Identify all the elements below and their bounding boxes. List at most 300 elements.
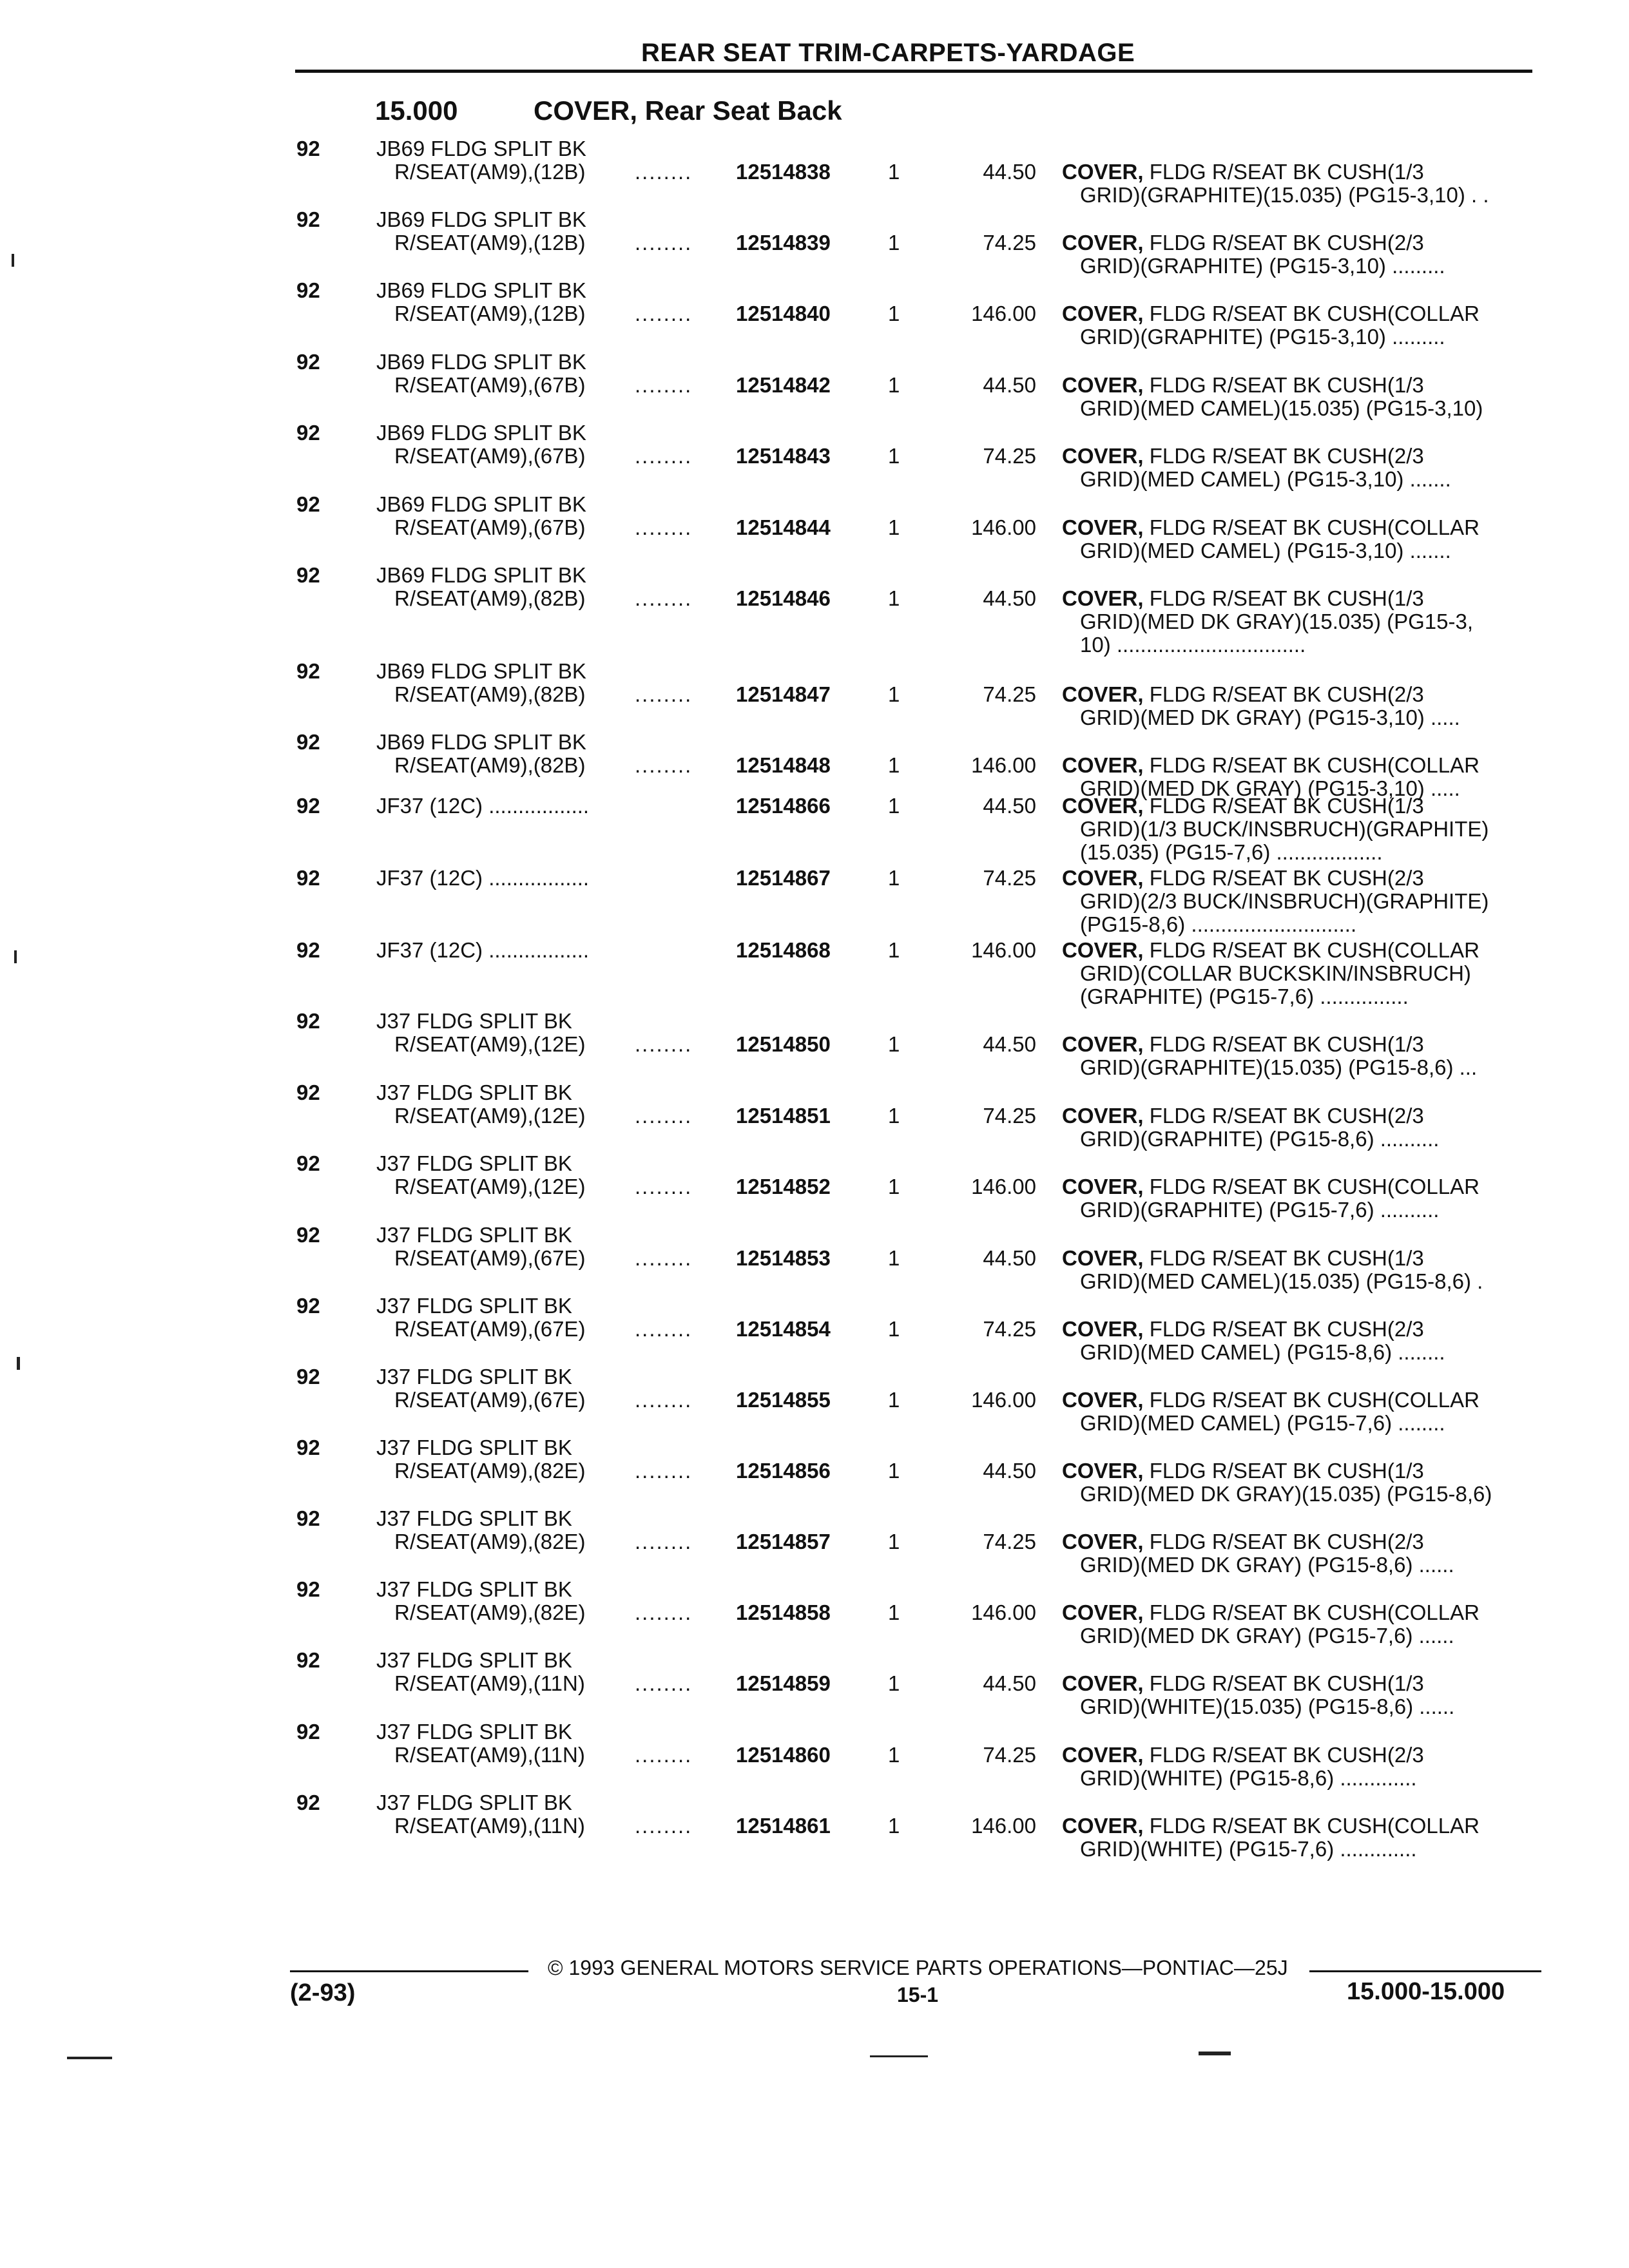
description-keyword: COVER, [1062, 586, 1144, 610]
description-keyword: COVER, [1062, 1104, 1144, 1128]
part-number: 12514866 [736, 794, 831, 818]
leader-dots: ........ [635, 1246, 693, 1270]
leader-dots: ........ [635, 302, 693, 325]
group-number: 92 [296, 866, 320, 890]
footer-section-range: 15.000-15.000 [1347, 1978, 1505, 2005]
group-number: 92 [296, 207, 320, 231]
group-number: 92 [296, 492, 320, 516]
application-line-1: J37 FLDG SPLIT BK [376, 1791, 572, 1814]
application-line-1: JF37 (12C) ................. [376, 866, 590, 890]
quantity: 1 [888, 1459, 900, 1483]
description-line-1 [1062, 1671, 1424, 1696]
part-number: 12514859 [736, 1671, 831, 1695]
group-number: 92 [296, 938, 320, 962]
header-rule [295, 70, 1532, 73]
description-keyword: COVER, [1062, 515, 1144, 539]
price: 74.25 [983, 1530, 1036, 1553]
quantity: 1 [888, 160, 900, 184]
description-line-1 [1062, 1175, 1480, 1199]
part-number: 12514854 [736, 1317, 831, 1341]
description-keyword: COVER, [1062, 1032, 1144, 1056]
application-line-2: R/SEAT(AM9),(67E) [394, 1246, 586, 1270]
description-text: FLDG R/SEAT BK CUSH(2/3 [1143, 444, 1424, 468]
leader-dots: ........ [635, 373, 693, 397]
application-line-1: JF37 (12C) ................. [376, 938, 590, 962]
description-line-1 [1062, 515, 1480, 540]
scan-mark [14, 950, 17, 963]
description-line-1 [1062, 1317, 1424, 1341]
description-line-1 [1062, 794, 1424, 818]
description-line-2: GRID)(MED DK GRAY) (PG15-8,6) ...... [1080, 1553, 1454, 1577]
table-row [0, 659, 1629, 736]
description-keyword: COVER, [1062, 682, 1144, 706]
description-line-1 [1062, 302, 1480, 326]
leader-dots: ........ [635, 1175, 693, 1198]
part-number: 12514867 [736, 866, 831, 890]
footer-copyright: © 1993 GENERAL MOTORS SERVICE PARTS OPERATIONS—PONTIAC—25J [548, 1956, 1288, 1979]
table-row [0, 1436, 1629, 1513]
application-line-2: R/SEAT(AM9),(67E) [394, 1317, 586, 1341]
group-number: 92 [296, 1791, 320, 1814]
leader-dots: ........ [635, 753, 693, 777]
description-keyword: COVER, [1062, 1671, 1144, 1695]
group-number: 92 [296, 1294, 320, 1318]
application-line-2: R/SEAT(AM9),(82B) [394, 753, 586, 777]
description-line-1 [1062, 682, 1424, 707]
description-text: FLDG R/SEAT BK CUSH(2/3 [1143, 1317, 1424, 1341]
description-line-2: GRID)(GRAPHITE) (PG15-7,6) .......... [1080, 1198, 1440, 1222]
description-text: FLDG R/SEAT BK CUSH(COLLAR [1143, 302, 1480, 325]
table-row [0, 794, 1629, 871]
description-text: FLDG R/SEAT BK CUSH(COLLAR [1143, 1600, 1480, 1624]
description-keyword: COVER, [1062, 753, 1144, 777]
description-text: FLDG R/SEAT BK CUSH(1/3 [1143, 1246, 1424, 1270]
application-line-2: R/SEAT(AM9),(11N) [394, 1671, 585, 1695]
description-text: FLDG R/SEAT BK CUSH(1/3 [1143, 794, 1424, 818]
price: 44.50 [983, 1032, 1036, 1056]
description-line-2: GRID)(MED DK GRAY)(15.035) (PG15-8,6) [1080, 1482, 1492, 1506]
table-row [0, 1720, 1629, 1797]
application-line-2: R/SEAT(AM9),(82E) [394, 1600, 586, 1624]
quantity: 1 [888, 866, 900, 890]
part-number: 12514853 [736, 1246, 831, 1270]
description-text: FLDG R/SEAT BK CUSH(2/3 [1143, 682, 1424, 706]
description-text: FLDG R/SEAT BK CUSH(2/3 [1143, 1530, 1424, 1553]
description-text: FLDG R/SEAT BK CUSH(1/3 [1143, 160, 1424, 184]
footer-page-number: 15-1 [897, 1983, 939, 2006]
description-text: FLDG R/SEAT BK CUSH(2/3 [1143, 1743, 1424, 1767]
price: 74.25 [983, 1743, 1036, 1767]
application-line-1: JB69 FLDG SPLIT BK [376, 659, 586, 683]
group-number: 92 [296, 1081, 320, 1104]
description-keyword: COVER, [1062, 1600, 1144, 1624]
description-line-1 [1062, 231, 1424, 255]
leader-dots: ........ [635, 444, 693, 468]
quantity: 1 [888, 1530, 900, 1553]
price: 74.25 [983, 444, 1036, 468]
description-line-2: GRID)(WHITE) (PG15-8,6) ............. [1080, 1766, 1417, 1790]
part-number: 12514847 [736, 682, 831, 706]
description-line-2: GRID)(GRAPHITE)(15.035) (PG15-3,10) . . [1080, 183, 1489, 207]
description-text: FLDG R/SEAT BK CUSH(2/3 [1143, 231, 1424, 255]
group-number: 92 [296, 1506, 320, 1530]
part-number: 12514850 [736, 1032, 831, 1056]
group-number: 92 [296, 563, 320, 587]
application-line-1: J37 FLDG SPLIT BK [376, 1436, 572, 1459]
application-line-1: J37 FLDG SPLIT BK [376, 1081, 572, 1104]
price: 146.00 [971, 302, 1036, 325]
table-row [0, 1081, 1629, 1158]
description-line-1 [1062, 938, 1480, 963]
part-number: 12514861 [736, 1814, 831, 1838]
application-line-2: R/SEAT(AM9),(82E) [394, 1530, 586, 1553]
table-row [0, 1223, 1629, 1300]
description-line-1 [1062, 160, 1424, 184]
description-line-2: GRID)(MED DK GRAY) (PG15-3,10) ..... [1080, 776, 1460, 800]
description-line-2: GRID)(MED CAMEL)(15.035) (PG15-3,10) [1080, 396, 1483, 420]
scan-mark [17, 1357, 20, 1370]
price: 44.50 [983, 160, 1036, 184]
application-line-2: R/SEAT(AM9),(12E) [394, 1175, 586, 1198]
description-line-2: GRID)(MED DK GRAY) (PG15-7,6) ...... [1080, 1624, 1454, 1648]
description-keyword: COVER, [1062, 1459, 1144, 1483]
description-line-1 [1062, 1814, 1480, 1838]
description-keyword: COVER, [1062, 231, 1144, 255]
price: 74.25 [983, 231, 1036, 255]
application-line-1: JB69 FLDG SPLIT BK [376, 278, 586, 302]
description-line-1 [1062, 1459, 1424, 1483]
scan-mark [67, 2057, 112, 2059]
group-number: 92 [296, 1648, 320, 1672]
application-line-1: JB69 FLDG SPLIT BK [376, 492, 586, 516]
description-line-2: GRID)(GRAPHITE) (PG15-8,6) .......... [1080, 1127, 1440, 1151]
group-number: 92 [296, 137, 320, 160]
application-line-1: J37 FLDG SPLIT BK [376, 1720, 572, 1744]
quantity: 1 [888, 682, 900, 706]
part-number: 12514846 [736, 586, 831, 610]
description-line-3: 10) ................................ [1080, 633, 1306, 657]
quantity: 1 [888, 1246, 900, 1270]
quantity: 1 [888, 1317, 900, 1341]
application-line-1: JB69 FLDG SPLIT BK [376, 730, 586, 754]
quantity: 1 [888, 938, 900, 962]
quantity: 1 [888, 1104, 900, 1128]
price: 44.50 [983, 794, 1036, 818]
scan-mark [1199, 2052, 1231, 2055]
group-number: 92 [296, 1365, 320, 1389]
description-line-1 [1062, 753, 1480, 778]
application-line-1: J37 FLDG SPLIT BK [376, 1648, 572, 1672]
description-text: FLDG R/SEAT BK CUSH(2/3 [1143, 866, 1424, 890]
price: 74.25 [983, 866, 1036, 890]
description-line-1 [1062, 1388, 1480, 1412]
section-number: 15.000 [375, 95, 458, 126]
part-number: 12514844 [736, 515, 831, 539]
description-line-1 [1062, 1032, 1424, 1057]
price: 44.50 [983, 1671, 1036, 1695]
group-number: 92 [296, 278, 320, 302]
part-number: 12514842 [736, 373, 831, 397]
description-line-2: GRID)(MED DK GRAY)(15.035) (PG15-3, [1080, 610, 1474, 633]
part-number: 12514858 [736, 1600, 831, 1624]
footer-date-code: (2-93) [290, 1979, 356, 2006]
description-line-2: GRID)(COLLAR BUCKSKIN/INSBRUCH) [1080, 961, 1471, 985]
application-line-2: R/SEAT(AM9),(67B) [394, 444, 586, 468]
description-keyword: COVER, [1062, 1388, 1144, 1412]
application-line-1: JB69 FLDG SPLIT BK [376, 563, 586, 587]
leader-dots: ........ [635, 1671, 693, 1695]
description-line-1 [1062, 586, 1424, 611]
table-row [0, 421, 1629, 498]
description-keyword: COVER, [1062, 1246, 1144, 1270]
application-line-2: R/SEAT(AM9),(67B) [394, 373, 586, 397]
application-line-1: JB69 FLDG SPLIT BK [376, 207, 586, 231]
leader-dots: ........ [635, 1743, 693, 1767]
price: 44.50 [983, 373, 1036, 397]
description-line-2: GRID)(MED CAMEL)(15.035) (PG15-8,6) . [1080, 1269, 1483, 1293]
application-line-1: JF37 (12C) ................. [376, 794, 590, 818]
description-line-2: GRID)(MED CAMEL) (PG15-7,6) ........ [1080, 1411, 1445, 1435]
application-line-1: JB69 FLDG SPLIT BK [376, 350, 586, 374]
description-line-3: (15.035) (PG15-7,6) .................. [1080, 840, 1383, 864]
description-keyword: COVER, [1062, 1814, 1144, 1838]
application-line-2: R/SEAT(AM9),(12B) [394, 231, 586, 255]
price: 146.00 [971, 1814, 1036, 1838]
application-line-2: R/SEAT(AM9),(12B) [394, 302, 586, 325]
table-row [0, 1009, 1629, 1086]
description-keyword: COVER, [1062, 794, 1144, 818]
group-number: 92 [296, 794, 320, 818]
description-keyword: COVER, [1062, 1743, 1144, 1767]
part-number: 12514860 [736, 1743, 831, 1767]
price: 74.25 [983, 1104, 1036, 1128]
part-number: 12514857 [736, 1530, 831, 1553]
application-line-2: R/SEAT(AM9),(11N) [394, 1743, 585, 1767]
description-text: FLDG R/SEAT BK CUSH(1/3 [1143, 1459, 1424, 1483]
leader-dots: ........ [635, 1388, 693, 1412]
description-line-1 [1062, 1246, 1424, 1271]
quantity: 1 [888, 373, 900, 397]
part-number: 12514843 [736, 444, 831, 468]
description-keyword: COVER, [1062, 444, 1144, 468]
leader-dots: ........ [635, 1459, 693, 1483]
leader-dots: ........ [635, 1317, 693, 1341]
description-line-2: GRID)(MED CAMEL) (PG15-8,6) ........ [1080, 1340, 1445, 1364]
application-line-2: R/SEAT(AM9),(12B) [394, 160, 586, 184]
part-number: 12514840 [736, 302, 831, 325]
table-row [0, 350, 1629, 427]
quantity: 1 [888, 1032, 900, 1056]
part-number: 12514851 [736, 1104, 831, 1128]
quantity: 1 [888, 1388, 900, 1412]
table-row [0, 1294, 1629, 1371]
group-number: 92 [296, 1436, 320, 1459]
description-line-2: GRID)(MED CAMEL) (PG15-3,10) ....... [1080, 467, 1451, 491]
leader-dots: ........ [635, 515, 693, 539]
description-line-3: (GRAPHITE) (PG15-7,6) ............... [1080, 985, 1409, 1008]
leader-dots: ........ [635, 682, 693, 706]
leader-dots: ........ [635, 1600, 693, 1624]
table-row [0, 1506, 1629, 1584]
table-row [0, 1365, 1629, 1442]
table-row [0, 278, 1629, 356]
application-line-1: J37 FLDG SPLIT BK [376, 1365, 572, 1389]
description-line-2: GRID)(GRAPHITE)(15.035) (PG15-8,6) ... [1080, 1055, 1478, 1079]
description-line-1 [1062, 1104, 1424, 1128]
part-number: 12514868 [736, 938, 831, 962]
group-number: 92 [296, 1223, 320, 1247]
footer-rule-right [1309, 1970, 1541, 1972]
section-title: COVER, Rear Seat Back [534, 95, 842, 126]
leader-dots: ........ [635, 1104, 693, 1128]
quantity: 1 [888, 753, 900, 777]
part-number: 12514855 [736, 1388, 831, 1412]
scan-mark [12, 254, 14, 267]
part-number: 12514839 [736, 231, 831, 255]
part-number: 12514852 [736, 1175, 831, 1198]
group-number: 92 [296, 421, 320, 445]
description-keyword: COVER, [1062, 866, 1144, 890]
leader-dots: ........ [635, 231, 693, 255]
page-header-title: REAR SEAT TRIM-CARPETS-YARDAGE [641, 39, 1135, 67]
leader-dots: ........ [635, 1530, 693, 1553]
price: 44.50 [983, 1459, 1036, 1483]
price: 146.00 [971, 515, 1036, 539]
part-number: 12514848 [736, 753, 831, 777]
description-line-1 [1062, 373, 1424, 398]
description-line-1 [1062, 1530, 1424, 1554]
application-line-2: R/SEAT(AM9),(67B) [394, 515, 586, 539]
part-number: 12514838 [736, 160, 831, 184]
scan-mark [870, 2055, 928, 2057]
application-line-2: R/SEAT(AM9),(12E) [394, 1104, 586, 1128]
quantity: 1 [888, 1743, 900, 1767]
description-keyword: COVER, [1062, 302, 1144, 325]
description-text: FLDG R/SEAT BK CUSH(COLLAR [1143, 753, 1480, 777]
application-line-2: R/SEAT(AM9),(82E) [394, 1459, 586, 1483]
price: 146.00 [971, 1175, 1036, 1198]
description-line-2: GRID)(MED DK GRAY) (PG15-3,10) ..... [1080, 706, 1460, 729]
quantity: 1 [888, 444, 900, 468]
description-line-3: (PG15-8,6) ............................ [1080, 912, 1357, 936]
price: 146.00 [971, 1388, 1036, 1412]
table-row [0, 938, 1629, 1015]
description-text: FLDG R/SEAT BK CUSH(1/3 [1143, 1671, 1424, 1695]
table-row [0, 1151, 1629, 1229]
group-number: 92 [296, 659, 320, 683]
description-keyword: COVER, [1062, 160, 1144, 184]
price: 74.25 [983, 1317, 1036, 1341]
leader-dots: ........ [635, 160, 693, 184]
quantity: 1 [888, 302, 900, 325]
price: 146.00 [971, 753, 1036, 777]
quantity: 1 [888, 1175, 900, 1198]
description-line-2: GRID)(GRAPHITE) (PG15-3,10) ......... [1080, 254, 1445, 278]
description-text: FLDG R/SEAT BK CUSH(2/3 [1143, 1104, 1424, 1128]
description-line-1 [1062, 1600, 1480, 1625]
description-text: FLDG R/SEAT BK CUSH(COLLAR [1143, 1388, 1480, 1412]
application-line-2: R/SEAT(AM9),(67E) [394, 1388, 586, 1412]
quantity: 1 [888, 1814, 900, 1838]
description-keyword: COVER, [1062, 938, 1144, 962]
group-number: 92 [296, 1151, 320, 1175]
table-row [0, 492, 1629, 570]
table-row [0, 1791, 1629, 1868]
application-line-1: J37 FLDG SPLIT BK [376, 1577, 572, 1601]
price: 146.00 [971, 1600, 1036, 1624]
table-row [0, 563, 1629, 657]
description-line-2: GRID)(MED CAMEL) (PG15-3,10) ....... [1080, 539, 1451, 562]
application-line-1: J37 FLDG SPLIT BK [376, 1294, 572, 1318]
footer-rule-left [290, 1970, 528, 1972]
price: 74.25 [983, 682, 1036, 706]
leader-dots: ........ [635, 1032, 693, 1056]
price: 44.50 [983, 1246, 1036, 1270]
application-line-1: J37 FLDG SPLIT BK [376, 1506, 572, 1530]
application-line-2: R/SEAT(AM9),(82B) [394, 682, 586, 706]
application-line-1: J37 FLDG SPLIT BK [376, 1151, 572, 1175]
application-line-2: R/SEAT(AM9),(82B) [394, 586, 586, 610]
group-number: 92 [296, 1577, 320, 1601]
description-line-2: GRID)(GRAPHITE) (PG15-3,10) ......... [1080, 325, 1445, 349]
table-row [0, 1577, 1629, 1655]
quantity: 1 [888, 586, 900, 610]
application-line-1: JB69 FLDG SPLIT BK [376, 137, 586, 160]
description-line-1 [1062, 1743, 1424, 1767]
description-text: FLDG R/SEAT BK CUSH(COLLAR [1143, 1814, 1480, 1838]
application-line-2: R/SEAT(AM9),(11N) [394, 1814, 585, 1838]
description-keyword: COVER, [1062, 373, 1144, 397]
price: 146.00 [971, 938, 1036, 962]
description-line-1 [1062, 866, 1424, 890]
description-line-2: GRID)(2/3 BUCK/INSBRUCH)(GRAPHITE) [1080, 889, 1489, 913]
description-keyword: COVER, [1062, 1530, 1144, 1553]
leader-dots: ........ [635, 586, 693, 610]
quantity: 1 [888, 1600, 900, 1624]
quantity: 1 [888, 231, 900, 255]
application-line-1: J37 FLDG SPLIT BK [376, 1009, 572, 1033]
description-text: FLDG R/SEAT BK CUSH(1/3 [1143, 586, 1424, 610]
table-row [0, 866, 1629, 943]
price: 44.50 [983, 586, 1036, 610]
group-number: 92 [296, 730, 320, 754]
description-line-1 [1062, 444, 1424, 468]
application-line-1: J37 FLDG SPLIT BK [376, 1223, 572, 1247]
description-text: FLDG R/SEAT BK CUSH(1/3 [1143, 1032, 1424, 1056]
group-number: 92 [296, 1720, 320, 1744]
quantity: 1 [888, 794, 900, 818]
application-line-2: R/SEAT(AM9),(12E) [394, 1032, 586, 1056]
quantity: 1 [888, 515, 900, 539]
group-number: 92 [296, 350, 320, 374]
description-text: FLDG R/SEAT BK CUSH(COLLAR [1143, 938, 1480, 962]
description-line-2: GRID)(WHITE) (PG15-7,6) ............. [1080, 1837, 1417, 1861]
quantity: 1 [888, 1671, 900, 1695]
description-keyword: COVER, [1062, 1317, 1144, 1341]
description-text: FLDG R/SEAT BK CUSH(COLLAR [1143, 1175, 1480, 1198]
leader-dots: ........ [635, 1814, 693, 1838]
description-line-2: GRID)(WHITE)(15.035) (PG15-8,6) ...... [1080, 1695, 1455, 1718]
part-number: 12514856 [736, 1459, 831, 1483]
description-keyword: COVER, [1062, 1175, 1144, 1198]
table-row [0, 207, 1629, 285]
group-number: 92 [296, 1009, 320, 1033]
table-row [0, 137, 1629, 214]
description-line-2: GRID)(1/3 BUCK/INSBRUCH)(GRAPHITE) [1080, 817, 1489, 841]
description-text: FLDG R/SEAT BK CUSH(1/3 [1143, 373, 1424, 397]
description-text: FLDG R/SEAT BK CUSH(COLLAR [1143, 515, 1480, 539]
application-line-1: JB69 FLDG SPLIT BK [376, 421, 586, 445]
